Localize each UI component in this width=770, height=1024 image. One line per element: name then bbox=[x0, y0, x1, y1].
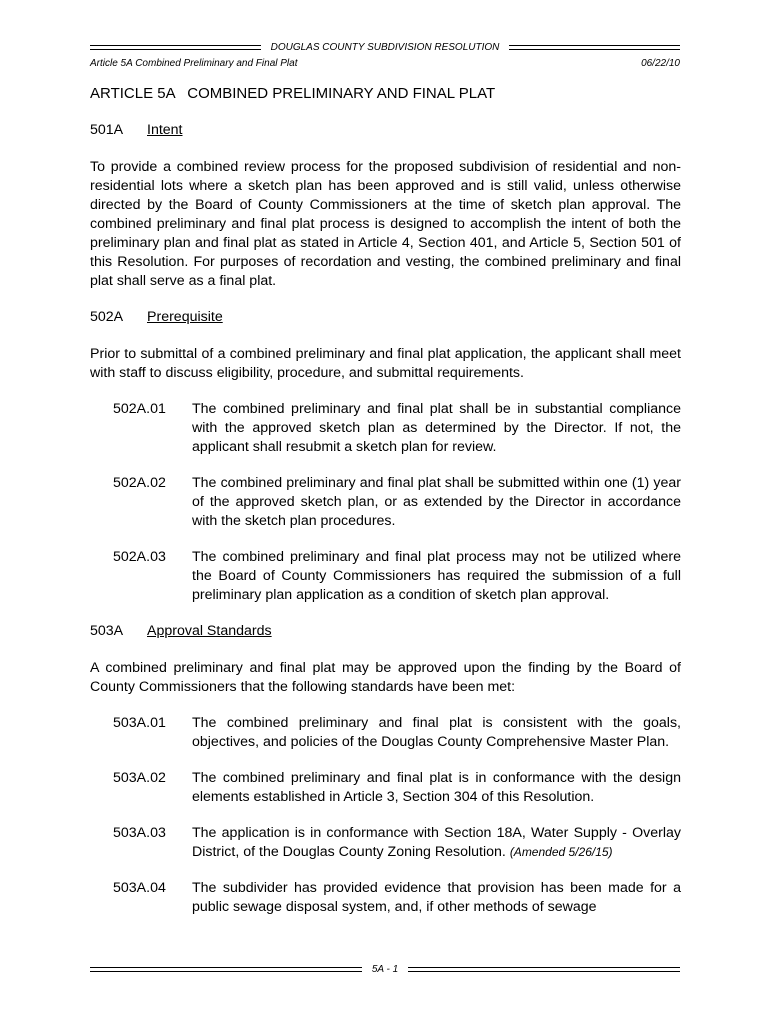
page-footer bbox=[90, 964, 680, 975]
section-heading-503a bbox=[90, 622, 681, 641]
item-text: The combined preliminary and final plat is in conformance with the design elements established in Article 3, Section 304 of this Resolution. bbox=[192, 770, 681, 805]
section-title: Intent bbox=[147, 122, 183, 138]
header-date: 06/22/10 bbox=[641, 58, 680, 69]
document-body bbox=[90, 84, 681, 934]
standards-paragraph: A combined preliminary and final plat may be approved upon the finding by the Board of County Commissioners that the following standards have been met: bbox=[90, 660, 681, 695]
item-text: The combined preliminary and final plat shall be submitted within one (1) year of the approved sketch plan, or as extended by the Director in accordance with the sketch plan procedures. bbox=[192, 475, 681, 529]
item-number: 502A.02 bbox=[113, 475, 166, 491]
section-title: Approval Standards bbox=[147, 623, 272, 639]
header-rule-right bbox=[509, 45, 680, 50]
article-title: ARTICLE 5A COMBINED PRELIMINARY AND FINAL PLAT bbox=[90, 85, 496, 102]
list-item-503a-02 bbox=[113, 769, 681, 807]
list-item-502a-01 bbox=[113, 400, 681, 457]
header-title: DOUGLAS COUNTY SUBDIVISION RESOLUTION bbox=[270, 42, 500, 53]
list-item-503a-01 bbox=[113, 714, 681, 752]
list-item-503a-04 bbox=[113, 879, 681, 917]
item-text: The combined preliminary and final plat is consistent with the goals, objectives, and policies of the Douglas County Comprehensive Master Plan. bbox=[192, 715, 681, 750]
item-number: 503A.01 bbox=[113, 715, 166, 731]
item-number: 502A.03 bbox=[113, 549, 166, 565]
page-number: 5A - 1 bbox=[371, 964, 399, 975]
amendment-note: (Amended 5/26/15) bbox=[509, 845, 613, 859]
page-header bbox=[90, 42, 680, 53]
section-number: 502A bbox=[90, 309, 124, 325]
section-title: Prerequisite bbox=[147, 309, 223, 325]
header-subline bbox=[90, 58, 680, 69]
intent-paragraph: To provide a combined review process for the proposed subdivision of residential and non-residential lots where a sketch plan has been approved and is still valid, unless otherwise directed by the Board of County Commissioners at the time of sketch plan approval. The combined preliminary and final plat process is designed to accomplish the intent of both the preliminary plan and final plat as stated in Article 4, Section 401, and Article 5, Section 501 of this Resolution. For purposes of recordation and vesting, the combined preliminary and final plat shall serve as a final plat. bbox=[90, 159, 681, 289]
footer-rule-right bbox=[408, 967, 680, 972]
item-text: The combined preliminary and final plat process may not be utilized where the Board of County Commissioners has required the submission of a full preliminary plan application as a condition of sketch plan approval. bbox=[192, 549, 681, 603]
item-number: 503A.04 bbox=[113, 880, 166, 896]
list-item-503a-03 bbox=[113, 824, 681, 862]
section-number: 501A bbox=[90, 122, 124, 138]
section-heading-502a bbox=[90, 308, 681, 327]
list-item-502a-02 bbox=[113, 474, 681, 531]
prerequisite-paragraph: Prior to submittal of a combined preliminary and final plat application, the applicant shall meet with staff to discuss eligibility, procedure, and submittal requirements. bbox=[90, 346, 681, 381]
item-text: The combined preliminary and final plat shall be in substantial compliance with the approved sketch plan as determined by the Director. If not, the applicant shall resubmit a sketch plan for review. bbox=[192, 401, 681, 455]
item-body: The application is in conformance with Section 18A, Water Supply - Overlay District, of the Douglas County Zoning Resolution. bbox=[192, 825, 681, 860]
header-rule-left bbox=[90, 45, 261, 50]
header-subtitle: Article 5A Combined Preliminary and Final Plat bbox=[90, 58, 298, 69]
list-item-502a-03 bbox=[113, 548, 681, 605]
item-text bbox=[192, 824, 681, 862]
section-number: 503A bbox=[90, 623, 124, 639]
item-number: 502A.01 bbox=[113, 401, 166, 417]
item-number: 503A.03 bbox=[113, 825, 166, 841]
footer-rule-left bbox=[90, 967, 362, 972]
section-heading-501a bbox=[90, 121, 681, 140]
item-text: The subdivider has provided evidence that provision has been made for a public sewage disposal system, and, if other methods of sewage bbox=[192, 880, 681, 915]
item-number: 503A.02 bbox=[113, 770, 166, 786]
